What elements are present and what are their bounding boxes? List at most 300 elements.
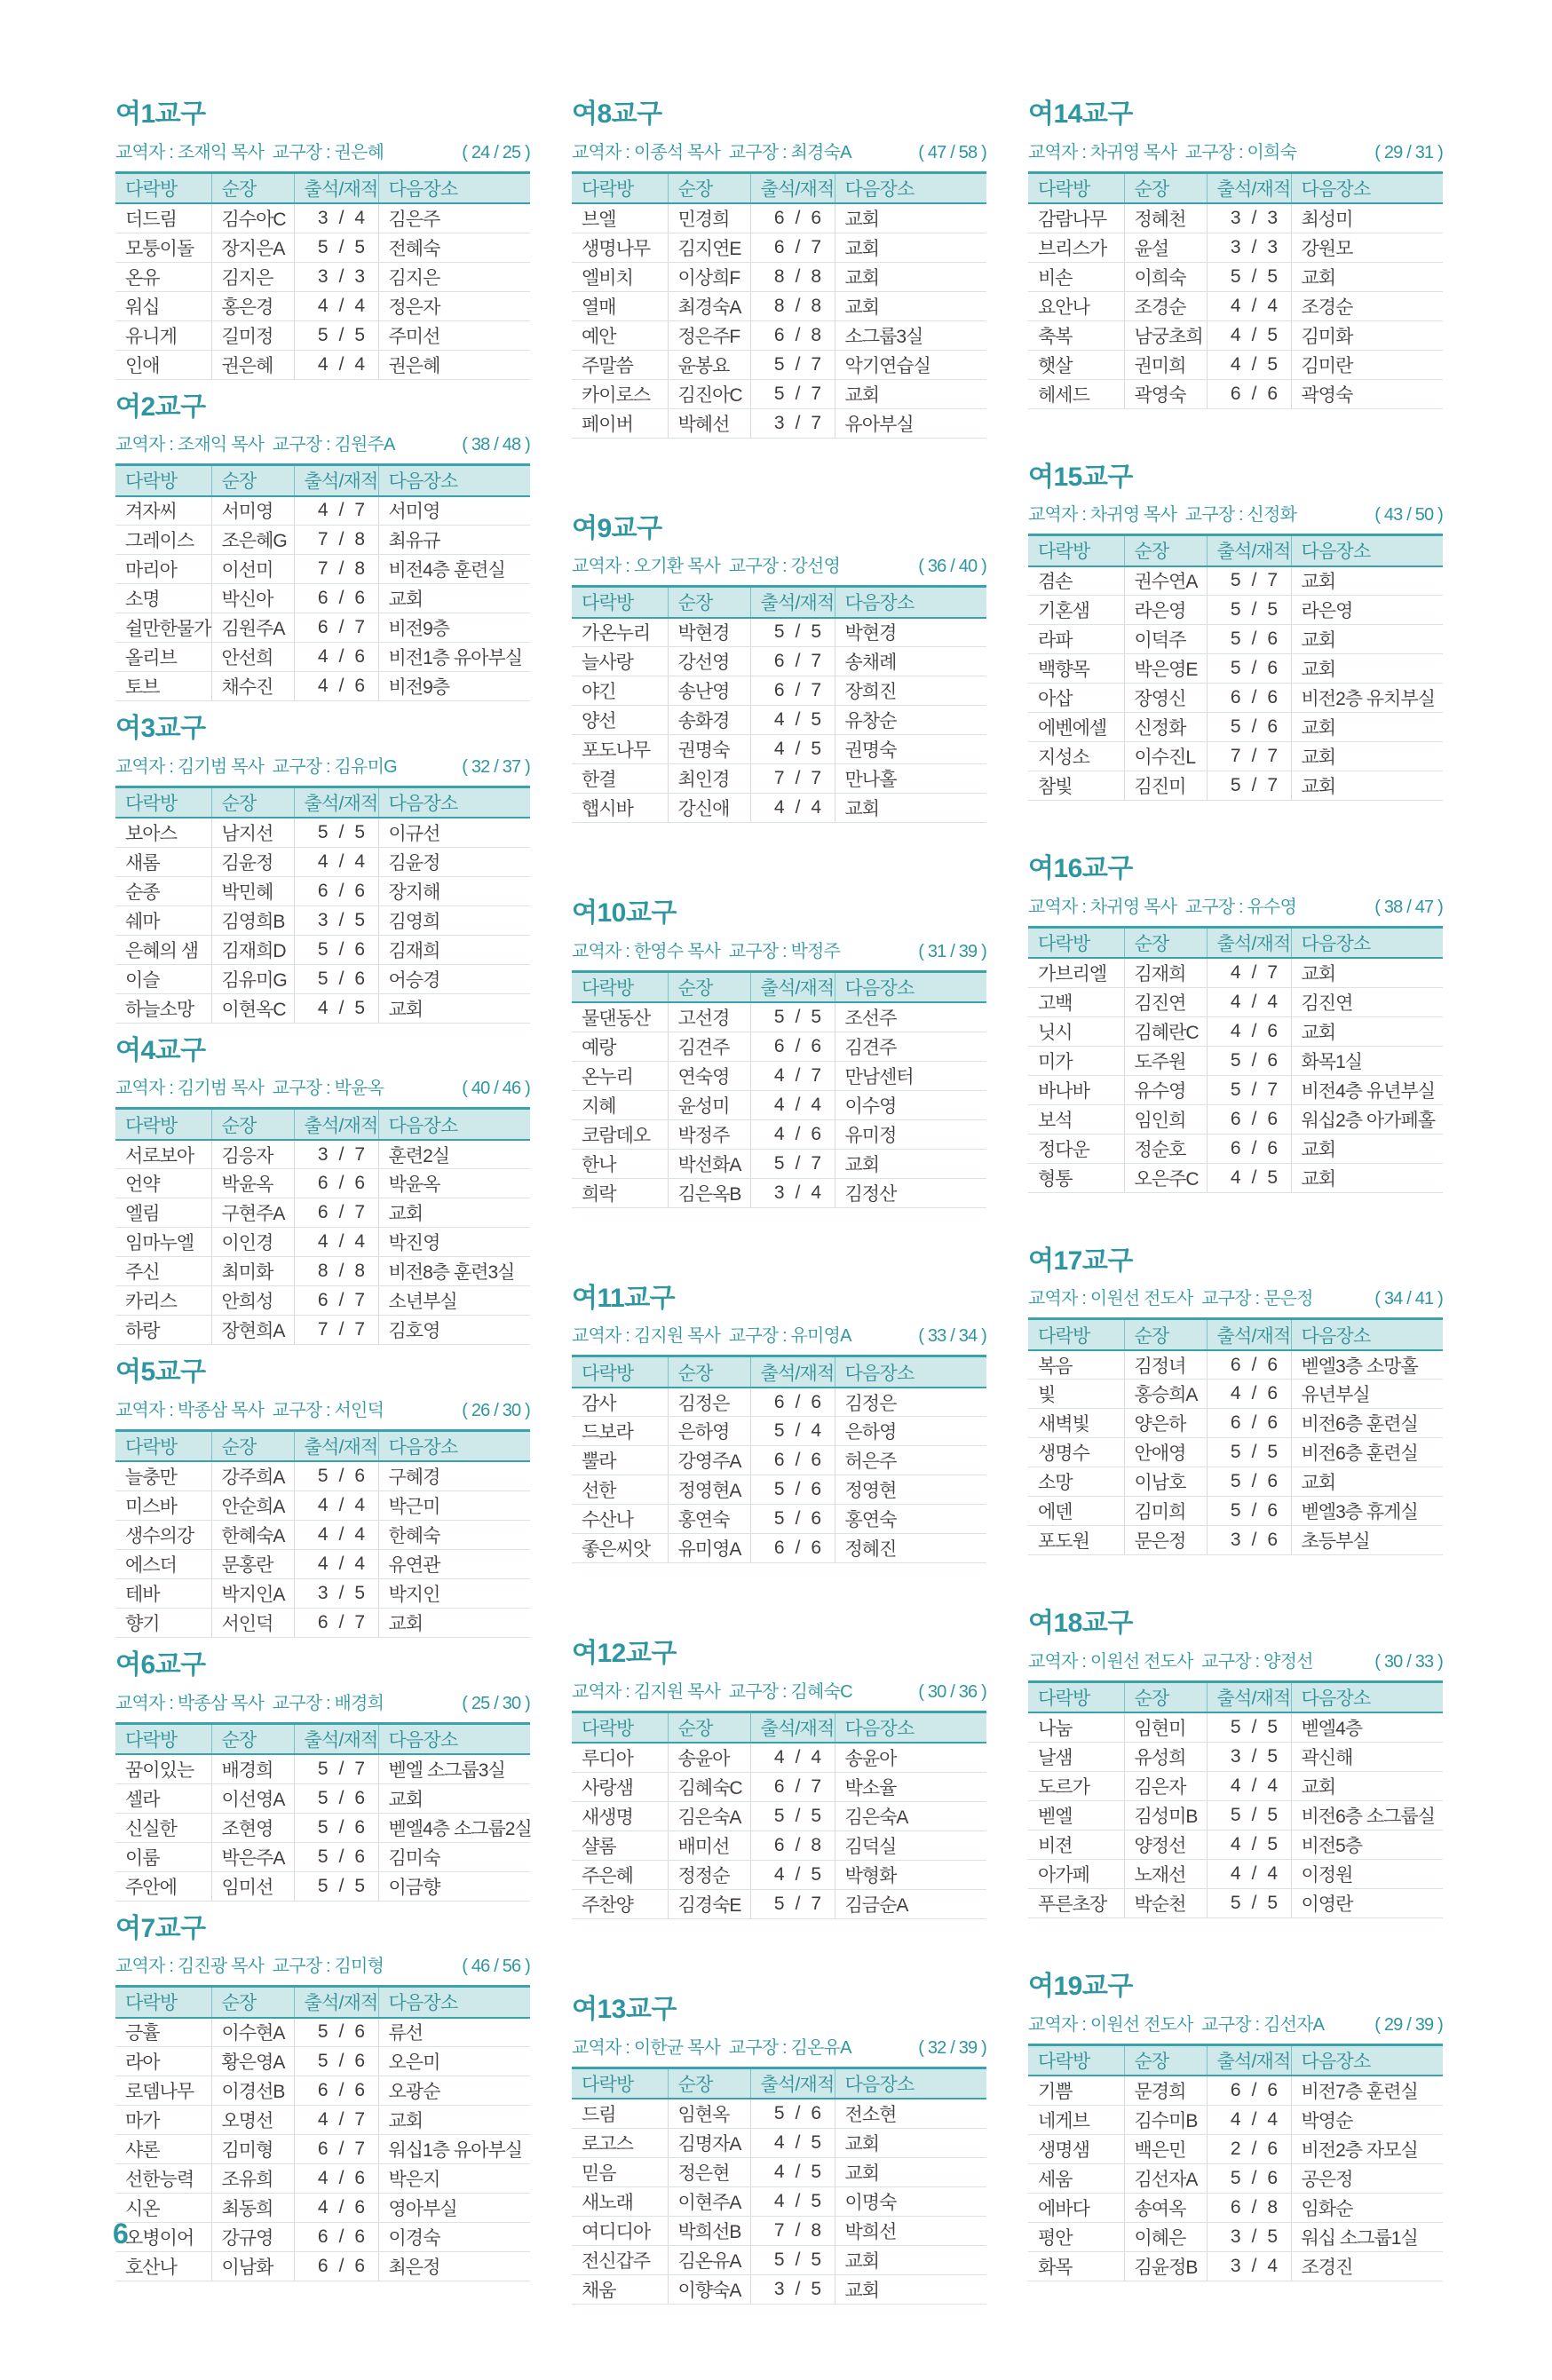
table-row <box>115 672 530 701</box>
column-header: 출석/재적 <box>294 1987 378 2018</box>
cell-group-name: 브엘 <box>572 203 668 233</box>
slash-separator: / <box>795 383 800 404</box>
enrolled-count: 5 <box>811 621 821 643</box>
cell-group-name: 아가페 <box>1028 1859 1124 1888</box>
cell-attendance <box>294 1608 378 1637</box>
table-row <box>115 964 530 993</box>
attendance-ratio <box>305 1173 378 1194</box>
cell-group-name: 지혜 <box>572 1090 668 1119</box>
cell-group-name: 뿔라 <box>572 1446 668 1475</box>
cell-next-location: 어승경 <box>378 964 530 993</box>
slash-separator: / <box>795 797 800 818</box>
cell-group-name: 신실한 <box>115 1813 211 1842</box>
enrolled-count: 5 <box>354 236 365 257</box>
column-header: 순장 <box>668 2068 750 2099</box>
district-info-line <box>115 138 530 163</box>
cell-leader-name: 송여옥 <box>1124 2193 1207 2222</box>
cell-group-name: 양선 <box>572 706 668 735</box>
table-row <box>115 818 530 847</box>
attended-count: 7 <box>1230 746 1240 767</box>
cell-group-name: 생수의강 <box>115 1520 211 1549</box>
cell-leader-name: 남지선 <box>211 818 294 847</box>
roster-table <box>1028 2044 1443 2281</box>
attendance-ratio <box>305 1524 378 1546</box>
cell-next-location: 교회 <box>378 1783 530 1813</box>
enrolled-count: 6 <box>811 1538 821 1559</box>
cell-next-location: 전소현 <box>835 2099 986 2128</box>
cell-attendance <box>1207 684 1291 713</box>
enrolled-count: 7 <box>354 1319 365 1340</box>
cell-group-name: 복음 <box>1028 1350 1124 1380</box>
cell-attendance <box>294 555 378 584</box>
slash-separator: / <box>1251 599 1256 621</box>
column-header: 다음장소 <box>378 787 530 818</box>
column-header: 순장 <box>668 1712 750 1743</box>
slash-separator: / <box>795 2102 800 2123</box>
attendance-ratio <box>761 1479 835 1500</box>
slash-separator: / <box>338 529 344 550</box>
enrolled-count: 6 <box>1267 1530 1278 1551</box>
attended-count: 5 <box>773 383 784 404</box>
attendance-ratio <box>761 797 835 818</box>
table-row <box>115 1813 530 1842</box>
cell-group-name: 꿈이있는 <box>115 1754 211 1783</box>
cell-attendance <box>294 233 378 262</box>
enrolled-count: 8 <box>354 558 365 580</box>
cell-attendance <box>1207 1526 1291 1555</box>
enrolled-count: 5 <box>1267 599 1278 621</box>
attendance-ratio <box>305 2139 378 2160</box>
table-row <box>115 2047 530 2076</box>
district-attendance-count: ( 29 / 31 ) <box>1374 142 1443 162</box>
attendance-ratio <box>1217 716 1291 738</box>
attendance-ratio <box>305 1788 378 1809</box>
cell-next-location: 정혜진 <box>835 1534 986 1563</box>
district-section <box>572 1284 986 1564</box>
cell-group-name: 이룸 <box>115 1842 211 1871</box>
slash-separator: / <box>1251 1717 1256 1738</box>
cell-leader-name: 김혜숙C <box>668 1772 750 1801</box>
attended-count: 4 <box>1230 1383 1240 1404</box>
attended-count: 5 <box>317 236 328 257</box>
cell-next-location: 소그룹3실 <box>835 320 986 350</box>
roster-table <box>1028 1317 1443 1555</box>
cell-group-name: 네게브 <box>1028 2105 1124 2134</box>
district-staff: 교역자 : 조재익 목사 교구장 : 권은혜 <box>115 142 384 162</box>
attended-count: 6 <box>317 2139 328 2160</box>
enrolled-count: 6 <box>1267 2167 1278 2188</box>
attendance-ratio <box>761 1420 835 1442</box>
cell-next-location: 조경순 <box>1291 291 1443 320</box>
attended-count: 7 <box>317 529 328 550</box>
district-attendance-count: ( 47 / 58 ) <box>918 142 986 162</box>
cell-leader-name: 이혜은 <box>1124 2222 1207 2251</box>
cell-next-location: 박형화 <box>835 1860 986 1889</box>
table-row <box>572 1830 986 1860</box>
cell-group-name: 기쁨 <box>1028 2076 1124 2105</box>
table-header-row <box>115 1723 530 1754</box>
district-title: 여4교구 <box>115 1035 206 1065</box>
column-header: 순장 <box>211 787 294 818</box>
district-title: 여16교구 <box>1028 854 1133 884</box>
cell-attendance <box>294 584 378 613</box>
attended-count: 4 <box>1230 1862 1240 1884</box>
roster-table <box>1028 1680 1443 1918</box>
cell-leader-name: 문홍란 <box>211 1549 294 1578</box>
cell-next-location: 벧엘4층 소그룹2실 <box>378 1813 530 1842</box>
cell-group-name: 보아스 <box>115 818 211 847</box>
cell-next-location: 은하영 <box>835 1417 986 1446</box>
attendance-ratio <box>1217 570 1291 591</box>
cell-group-name: 화목 <box>1028 2251 1124 2281</box>
attendance-ratio <box>761 1747 835 1768</box>
cell-attendance <box>1207 713 1291 742</box>
slash-separator: / <box>1251 1166 1256 1188</box>
table-row <box>115 2135 530 2164</box>
column-header: 다음장소 <box>1291 927 1443 958</box>
slash-separator: / <box>1251 2255 1256 2276</box>
enrolled-count: 4 <box>354 207 365 228</box>
table-row <box>1028 771 1443 801</box>
attended-count: 5 <box>317 324 328 345</box>
attendance-ratio <box>761 1806 835 1827</box>
attended-count: 6 <box>773 1391 784 1412</box>
table-row <box>1028 291 1443 320</box>
attendance-ratio <box>761 621 835 643</box>
table-row <box>572 408 986 438</box>
cell-leader-name: 곽영숙 <box>1124 379 1207 408</box>
cell-leader-name: 배미선 <box>668 1830 750 1860</box>
attendance-ratio <box>1217 2197 1291 2218</box>
cell-attendance <box>750 2099 835 2128</box>
table-row <box>1028 742 1443 771</box>
enrolled-count: 6 <box>1267 1500 1278 1522</box>
attendance-ratio <box>1217 1442 1291 1463</box>
attendance-ratio <box>305 296 378 317</box>
cell-next-location: 최성미 <box>1291 203 1443 233</box>
attended-count: 4 <box>773 2131 784 2153</box>
cell-attendance <box>294 291 378 320</box>
cell-next-location: 이영란 <box>1291 1888 1443 1917</box>
cell-leader-name: 이현옥C <box>211 993 294 1023</box>
cell-leader-name: 장현희A <box>211 1316 294 1345</box>
cell-next-location: 교회 <box>835 794 986 823</box>
table-row <box>1028 987 1443 1016</box>
table-row <box>115 2106 530 2135</box>
cell-leader-name: 김지은 <box>211 262 294 291</box>
table-header-row <box>115 1987 530 2018</box>
enrolled-count: 6 <box>354 2080 365 2101</box>
attended-count: 5 <box>773 1893 784 1914</box>
attended-count: 6 <box>317 1173 328 1194</box>
attended-count: 6 <box>1230 383 1240 404</box>
table-row <box>115 1754 530 1783</box>
cell-next-location: 오광순 <box>378 2076 530 2106</box>
table-header-row <box>1028 535 1443 566</box>
district-section <box>115 99 530 380</box>
enrolled-count: 6 <box>354 1816 365 1838</box>
table-row <box>1028 1409 1443 1438</box>
cell-group-name: 유니게 <box>115 320 211 350</box>
district-info-line <box>572 138 986 163</box>
district-info-line <box>1028 500 1443 526</box>
district-staff: 교역자 : 차귀영 목사 교구장 : 유수영 <box>1028 897 1297 917</box>
cell-next-location: 김은주 <box>378 203 530 233</box>
table-row <box>572 1032 986 1061</box>
attendance-ratio <box>761 1124 835 1145</box>
attendance-ratio <box>305 851 378 873</box>
enrolled-count: 7 <box>811 383 821 404</box>
cell-group-name: 새롬 <box>115 847 211 876</box>
enrolled-count: 5 <box>1267 1745 1278 1767</box>
roster-table <box>115 1107 530 1345</box>
cell-leader-name: 김윤정 <box>211 847 294 876</box>
slash-separator: / <box>795 621 800 643</box>
cell-next-location: 박희선 <box>835 2216 986 2245</box>
attendance-ratio <box>305 969 378 990</box>
district-attendance-count: ( 38 / 47 ) <box>1374 897 1443 917</box>
cell-attendance <box>294 1578 378 1608</box>
attendance-ratio <box>1217 1746 1291 1767</box>
attendance-ratio <box>761 1894 835 1915</box>
table-row <box>115 1198 530 1228</box>
slash-separator: / <box>338 997 344 1018</box>
slash-separator: / <box>1251 2108 1256 2130</box>
enrolled-count: 5 <box>811 1863 821 1885</box>
enrolled-count: 4 <box>1267 2108 1278 2130</box>
cell-attendance <box>1207 1771 1291 1800</box>
cell-leader-name: 송화경 <box>668 706 750 735</box>
enrolled-count: 7 <box>811 236 821 257</box>
cell-leader-name: 이수진L <box>1124 742 1207 771</box>
cell-next-location: 김미화 <box>1291 320 1443 350</box>
enrolled-count: 6 <box>1267 2138 1278 2159</box>
enrolled-count: 7 <box>811 412 821 433</box>
table-row <box>115 1549 530 1578</box>
attended-count: 4 <box>773 2161 784 2182</box>
attended-count: 5 <box>1230 1442 1240 1463</box>
cell-group-name: 라아 <box>115 2047 211 2076</box>
district-title: 여10교구 <box>572 898 677 929</box>
cell-leader-name: 박정주 <box>668 1119 750 1149</box>
attended-count: 5 <box>317 1466 328 1487</box>
cell-group-name: 세움 <box>1028 2163 1124 2193</box>
cell-attendance <box>1207 1134 1291 1163</box>
cell-next-location: 김정산 <box>835 1178 986 1207</box>
table-row <box>572 1505 986 1534</box>
cell-group-name: 한결 <box>572 764 668 794</box>
slash-separator: / <box>338 1231 344 1253</box>
attended-count: 3 <box>1230 207 1240 228</box>
cell-leader-name: 이상희F <box>668 262 750 291</box>
table-row <box>115 993 530 1023</box>
cell-leader-name: 이선영A <box>211 1783 294 1813</box>
attendance-ratio <box>761 1776 835 1798</box>
attendance-ratio <box>1217 2226 1291 2248</box>
attended-count: 6 <box>773 651 784 672</box>
cell-group-name: 올리브 <box>115 643 211 672</box>
cell-leader-name: 유미영A <box>668 1534 750 1563</box>
slash-separator: / <box>1251 716 1256 738</box>
enrolled-count: 7 <box>354 1290 365 1311</box>
column-header: 순장 <box>668 1356 750 1388</box>
slash-separator: / <box>795 768 800 789</box>
column-header: 출석/재적 <box>750 971 835 1002</box>
table-row <box>572 233 986 262</box>
cell-group-name: 에바다 <box>1028 2193 1124 2222</box>
table-header-row <box>572 2068 986 2099</box>
cell-attendance <box>750 1002 835 1032</box>
slash-separator: / <box>1251 1745 1256 1767</box>
slash-separator: / <box>338 1523 344 1545</box>
cell-attendance <box>1207 1888 1291 1917</box>
cell-attendance <box>294 1228 378 1257</box>
enrolled-count: 6 <box>1267 1108 1278 1129</box>
cell-leader-name: 안애영 <box>1124 1438 1207 1467</box>
table-row <box>115 1228 530 1257</box>
slash-separator: / <box>338 236 344 257</box>
cell-leader-name: 김재희D <box>211 935 294 964</box>
enrolled-count: 4 <box>811 1182 821 1203</box>
cell-leader-name: 김응자 <box>211 1140 294 1169</box>
roster-table <box>1028 534 1443 801</box>
district-attendance-count: ( 40 / 46 ) <box>462 1079 530 1099</box>
cell-group-name: 더드림 <box>115 203 211 233</box>
cell-next-location: 악기연습실 <box>835 350 986 379</box>
enrolled-count: 6 <box>811 1508 821 1530</box>
district-title: 여7교구 <box>115 1913 206 1943</box>
cell-next-location: 김견주 <box>835 1032 986 1061</box>
cell-group-name: 하랑 <box>115 1316 211 1345</box>
roster-table <box>572 171 986 439</box>
attendance-ratio <box>1217 1167 1291 1189</box>
table-row <box>1028 1742 1443 1771</box>
cell-group-name: 물댄동산 <box>572 1002 668 1032</box>
district-section <box>572 898 986 1208</box>
enrolled-count: 3 <box>1267 207 1278 228</box>
cell-leader-name: 이남화 <box>211 2252 294 2281</box>
cell-next-location: 교회 <box>1291 958 1443 987</box>
cell-attendance <box>294 2106 378 2135</box>
slash-separator: / <box>338 2080 344 2101</box>
cell-group-name: 셀라 <box>115 1783 211 1813</box>
slash-separator: / <box>795 1391 800 1412</box>
table-row <box>572 1061 986 1090</box>
cell-group-name: 페이버 <box>572 408 668 438</box>
column-header: 다락방 <box>1028 535 1124 566</box>
district-title: 여6교구 <box>115 1649 206 1680</box>
enrolled-count: 6 <box>1267 383 1278 404</box>
enrolled-count: 6 <box>354 2226 365 2248</box>
attended-count: 3 <box>317 207 328 228</box>
cell-leader-name: 김경숙E <box>668 1889 750 1918</box>
cell-leader-name: 윤설 <box>1124 233 1207 262</box>
district-attendance-count: ( 32 / 37 ) <box>462 756 530 777</box>
column-2 <box>572 99 986 2380</box>
district-section <box>572 1639 986 1919</box>
enrolled-count: 6 <box>354 938 365 960</box>
cell-group-name: 루디아 <box>572 1743 668 1772</box>
table-header-row <box>115 1109 530 1140</box>
cell-next-location: 비전2층 자모실 <box>1291 2134 1443 2163</box>
cell-attendance <box>294 1520 378 1549</box>
column-header: 출석/재적 <box>294 172 378 203</box>
slash-separator: / <box>1251 570 1256 591</box>
slash-separator: / <box>795 1035 800 1056</box>
district-section <box>1028 1972 1443 2281</box>
cell-attendance <box>1207 596 1291 625</box>
table-row <box>1028 379 1443 408</box>
cell-next-location: 박현경 <box>835 618 986 647</box>
column-header: 다음장소 <box>1291 1681 1443 1712</box>
roster-table <box>572 2067 986 2305</box>
cell-leader-name: 김혜란C <box>1124 1016 1207 1046</box>
enrolled-count: 6 <box>354 2168 365 2189</box>
cell-group-name: 엘비치 <box>572 262 668 291</box>
table-row <box>572 2128 986 2157</box>
cell-leader-name: 은하영 <box>668 1417 750 1446</box>
cell-group-name: 가브리엘 <box>1028 958 1124 987</box>
cell-group-name: 여디디아 <box>572 2216 668 2245</box>
cell-leader-name: 최인경 <box>668 764 750 794</box>
table-row <box>115 2164 530 2194</box>
enrolled-count: 6 <box>354 2021 365 2043</box>
enrolled-count: 6 <box>811 1391 821 1412</box>
attendance-ratio <box>1217 2080 1291 2101</box>
slash-separator: / <box>338 676 344 697</box>
attendance-ratio <box>305 1319 378 1340</box>
cell-attendance <box>750 794 835 823</box>
cell-next-location: 교회 <box>835 203 986 233</box>
attended-count: 3 <box>773 2278 784 2299</box>
attended-count: 3 <box>1230 1745 1240 1767</box>
slash-separator: / <box>338 1816 344 1838</box>
slash-separator: / <box>795 2190 800 2211</box>
attended-count: 4 <box>317 1523 328 1545</box>
cell-attendance <box>294 847 378 876</box>
cell-next-location: 전혜숙 <box>378 233 530 262</box>
slash-separator: / <box>338 1173 344 1194</box>
table-row <box>1028 1163 1443 1192</box>
cell-attendance <box>1207 566 1291 596</box>
attended-count: 6 <box>317 617 328 638</box>
cell-next-location: 조선주 <box>835 1002 986 1032</box>
slash-separator: / <box>1251 1049 1256 1071</box>
cell-group-name: 미가 <box>1028 1046 1124 1075</box>
cell-leader-name: 강규영 <box>211 2223 294 2252</box>
cell-leader-name: 안희성 <box>211 1286 294 1316</box>
enrolled-count: 5 <box>1267 1892 1278 1913</box>
district-info-line <box>115 1073 530 1099</box>
attended-count: 5 <box>1230 599 1240 621</box>
district-info-line <box>572 2033 986 2059</box>
attendance-ratio <box>761 1538 835 1559</box>
district-staff: 교역자 : 김진광 목사 교구장 : 김미형 <box>115 1957 384 1977</box>
slash-separator: / <box>1251 324 1256 345</box>
slash-separator: / <box>338 1787 344 1808</box>
attended-count: 6 <box>1230 1108 1240 1129</box>
attendance-ratio <box>761 413 835 434</box>
district-title: 여14교구 <box>1028 99 1133 129</box>
cell-next-location: 권은혜 <box>378 350 530 379</box>
cell-attendance <box>750 1475 835 1505</box>
cell-next-location: 영아부실 <box>378 2194 530 2223</box>
attendance-ratio <box>761 1864 835 1886</box>
cell-next-location: 김미숙 <box>378 1842 530 1871</box>
attended-count: 4 <box>773 2190 784 2211</box>
cell-next-location: 훈련2실 <box>378 1140 530 1169</box>
attendance-ratio <box>761 354 835 376</box>
